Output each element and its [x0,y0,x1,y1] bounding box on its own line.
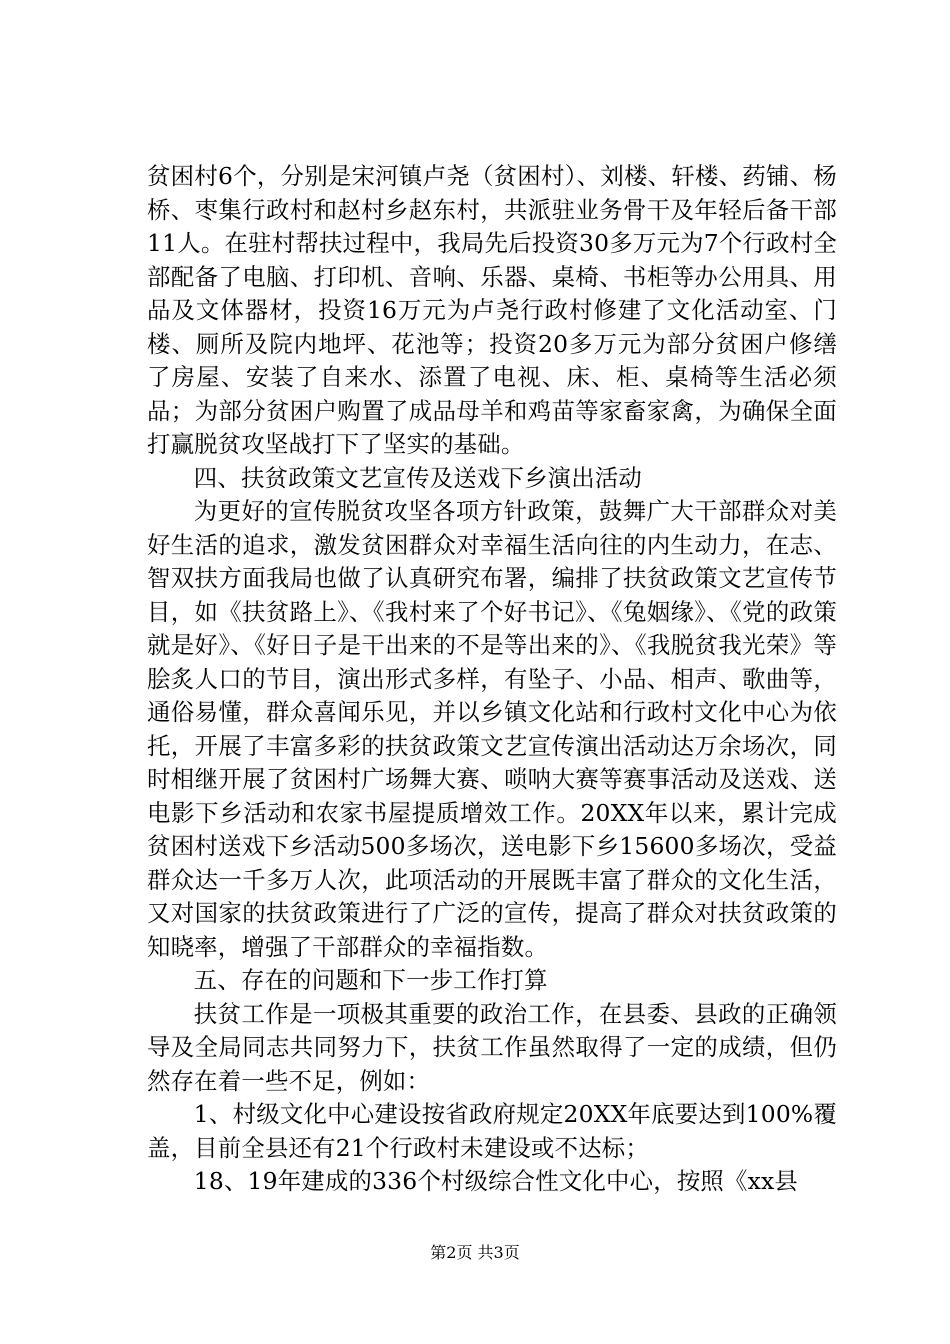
paragraph-item-1: 1、村级文化中心建设按省政府规定20XX年底要达到100%覆盖，目前全县还有21个行政村未建设或不达标； [147,1100,837,1162]
section-heading-4: 四、扶贫政策文艺宣传及送戏下乡演出活动 [193,463,643,492]
paragraph-item-2-start: 18、19年建成的336个村级综合性文化中心，按照《xx县 [193,1167,798,1195]
paragraph-shortcomings-intro: 扶贫工作是一项极其重要的政治工作，在县委、县政的正确领导及全局同志共同努力下，扶贫工作虽然取得了一定的成绩，但仍然存在着一些不足，例如： [147,999,837,1095]
section-heading-5: 五、存在的问题和下一步工作打算 [193,966,548,994]
paragraph-cultural-publicity: 为更好的宣传脱贫攻坚各项方针政策，鼓舞广大干部群众对美好生活的追求，激发贫困群众对幸福生活向往的内生动力，在志、智双扶方面我局也做了认真研究布署，编排了扶贫政策文艺宣传节目，如《扶贫路上》、《我村来了个好书记》、《兔姻缘》、《党的政策就是好》、《好日子是干出来的不是等出来的》、《我脱贫我光荣》等脍炙人口的节目，演出形式多样，有坠子、小品、相声、歌曲等，通俗易懂，群众喜闻乐见，并以乡镇文化站和行政村文化中心为依托，开展了丰富多彩的扶贫政策文艺宣传演出活动达万余场次，同时相继开展了贫困村广场舞大赛、唢呐大赛等赛事活动及送戏、送电影下乡活动和农家书屋提质增效工作。20XX年以来，累计完成贫困村送戏下乡活动500多场次，送电影下乡15600多场次，受益群众达一千多万人次，此项活动的开展既丰富了群众的文化生活，又对国家的扶贫政策进行了广泛的宣传，提高了群众对扶贫政策的知晓率，增强了干部群众的幸福指数。 [147,497,837,961]
page-footer: 第2页 共3页 [430,1243,520,1262]
paragraph-village-investment: 贫困村6个，分别是宋河镇卢尧（贫困村）、刘楼、轩楼、药铺、杨桥、枣集行政村和赵村乡赵东村，共派驻业务骨干及年轻后备干部11人。在驻村帮扶过程中，我局先后投资30多万元为7个行政村全部配备了电脑、打印机、音响、乐器、桌椅、书柜等办公用具、用品及文体器材，投资16万元为卢尧行政村修建了文化活动室、门楼、厕所及院内地坪、花池等；投资20多万元为部分贫困户修缮了房屋、安装了自来水、添置了电视、床、柜、桌椅等生活必须品；为部分贫困户购置了成品母羊和鸡苗等家畜家禽，为确保全面打赢脱贫攻坚战打下了坚实的基础。 [147,162,837,458]
document-body [147,160,837,1199]
